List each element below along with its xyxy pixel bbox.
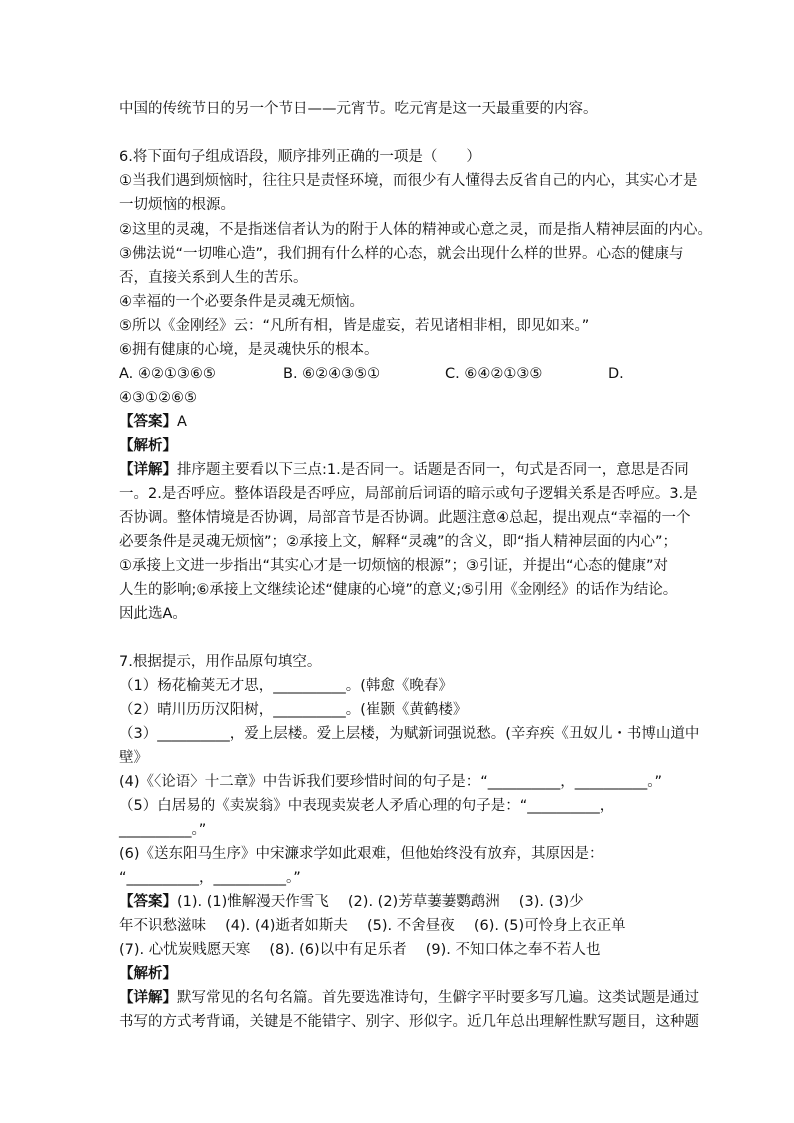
q7-detail-2: 书写的方式考背诵，关键是不能错字、别字、形似字。近几年总出理解性默写题目，这种题 [119,1014,699,1030]
q7-item-5: （5）白居易的《卖炭翁》中表现卖炭老人矛盾心理的句子是：“__________， [119,798,615,814]
q6-sentence-1-cont: 一切烦恼的根源。 [119,197,235,213]
detail-text: 默写常见的名句名篇。首先要选准诗句，生僻字平时要多写几遍。这类试题是通过 [177,990,699,1006]
q7-answer-1 [119,892,584,912]
q7-item-6: (6)《送东阳马生序》中宋濂求学如此艰难，但他始终没有放弃，其原因是： [119,846,604,862]
q7-analysis-tag: 【解析】 [119,966,177,982]
q6-analysis-tag: 【解析】 [119,438,177,454]
q6-option-a: A. ④②①③⑥⑤ [119,366,216,382]
q6-stem: 6.将下面句子组成语段，顺序排列正确的一项是（ ） [119,149,481,165]
q7-item-1: （1）杨花榆荚无才思，__________。(韩愈《晚春》 [119,678,453,694]
q7-answer-2: 年不识愁滋味 (4). (4)逝者如斯夫 (5). 不舍昼夜 (6). (5)可怜身上衣正单 [119,918,626,934]
q7-stem: 7.根据提示，用作品原句填空。 [119,654,322,670]
q7-item-2: （2）晴川历历汉阳树，__________。(崔颢《黄鹤楼》 [119,702,468,718]
q6-sentence-6: ⑥拥有健康的心境，是灵魂快乐的根本。 [119,342,379,358]
q6-detail-2: 一。2.是否呼应。整体语段是否呼应，局部前后词语的暗示或句子逻辑关系是否呼应。3.是 [119,486,698,502]
q6-sentence-1: ①当我们遇到烦恼时，往往只是责怪环境，而很少有人懂得去反省自己的内心，其实心才是 [119,173,698,189]
detail-tag: 【详解】 [119,990,177,1006]
detail-tag: 【详解】 [119,462,177,478]
answer-tag: 【答案】 [119,414,177,430]
q7-item-3-cont: 壁》 [119,750,148,766]
q6-sentence-4: ④幸福的一个必要条件是灵魂无烦恼。 [119,294,364,310]
q6-sentence-3: ③佛法说“一切唯心造”，我们拥有什么样的心态，就会出现什么样的世界。心态的健康与 [119,246,684,262]
q6-option-b: B. ⑥②④③⑤① [283,366,381,382]
q6-answer [119,412,187,432]
q7-answer-3: (7). 心忧炭贱愿天寒 (8). (6)以中有足乐者 (9). 不知口体之奉不若人也 [119,942,601,958]
q6-sentence-3-cont: 否，直接关系到人生的苦乐。 [119,270,308,286]
q7-item-4: (4)《〈论语〉十二章》中告诉我们要珍惜时间的句子是：“__________，__________。” [119,774,663,790]
q6-detail-7: 因此选A。 [119,606,187,622]
q6-detail-6: 人生的影响;⑥承接上文继续论述“健康的心境”的意义;⑤引用《金刚经》的话作为结论。 [119,582,678,598]
q6-detail-1 [119,460,689,480]
answer-value: A [177,414,187,430]
q7-item-5-cont: __________。” [119,822,207,838]
q6-option-d-value: ④③①②⑥⑤ [119,390,197,406]
answer-text: (1). (1)惟解漫天作雪飞 (2). (2)芳草萋萋鹦鹉洲 (3). (3)少 [177,894,584,910]
detail-text: 排序题主要看以下三点:1.是否同一。话题是否同一，句式是否同一，意思是否同 [177,462,689,478]
q7-detail-1 [119,988,699,1008]
q7-item-3: （3）__________，爱上层楼。爱上层楼，为赋新词强说愁。(辛弃疾《丑奴儿・书博山道中 [119,726,700,742]
q6-detail-5: ①承接上文进一步指出“其实心才是一切烦恼的根源”；③引证，并提出“心态的健康”对 [119,558,669,574]
q6-option-d: D. [608,366,624,382]
q6-detail-4: 必要条件是灵魂无烦恼”；②承接上文，解释“灵魂”的含义，即“指人精神层面的内心”； [119,534,678,550]
intro-line: 中国的传统节日的另一个节日——元宵节。吃元宵是这一天最重要的内容。 [119,101,598,117]
answer-tag: 【答案】 [119,894,177,910]
q6-option-c: C. ⑥④②①③⑤ [445,366,543,382]
q6-sentence-2: ②这里的灵魂，不是指迷信者认为的附于人体的精神或心意之灵，而是指人精神层面的内心。 [119,222,712,238]
q7-item-6-cont: “__________，__________。” [119,870,301,886]
q6-detail-3: 否协调。整体情境是否协调，局部音节是否协调。此题注意④总起，提出观点“幸福的一个 [119,510,691,526]
q6-sentence-5: ⑤所以《金刚经》云：“凡所有相，皆是虚妄，若见诸相非相，即见如来。” [119,318,590,334]
